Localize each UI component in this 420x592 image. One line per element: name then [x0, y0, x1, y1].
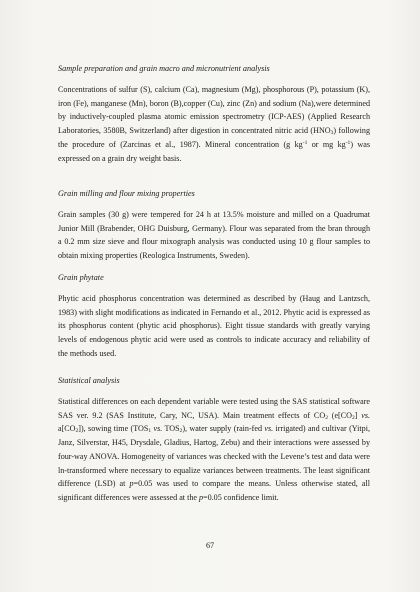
- section-heading: Sample preparation and grain macro and micronutrient analysis: [58, 64, 270, 73]
- subscript-text: 2: [75, 428, 79, 435]
- section-heading: Grain phytate: [58, 273, 104, 282]
- section-grain-milling: [58, 188, 370, 263]
- italic-text: vs.: [361, 410, 371, 420]
- section-paragraph: Concentrations of sulfur (S), calcium (Ca), magnesium (Mg), phosphorous (P), potassium (K), iron (Fe), manganese (Mn), boron (B),copper (Cu), zinc (Zn) and sodium (Na),were determined by inductively-coupled plasma atomic emission spectrometry (ICP-AES) (Applied Research Laboratories, 3580B, Switzerland) after digestion in concentrated nitric acid $(HNO_3)$ following the procedure of (Zarcinas et al., 1987). Mineral concentration (g $kg^{-1}$ or mg $kg^{-1}$) was expressed on a grain dry weight basis.: [58, 85, 370, 163]
- subscript-text: 2: [179, 428, 183, 435]
- section-sample-preparation: [58, 63, 370, 165]
- subscript-text: 2: [325, 414, 328, 421]
- section-heading: Grain milling and flour mixing properties: [58, 189, 195, 198]
- subscript-text: 2: [351, 414, 355, 421]
- section-statistical-analysis: [58, 375, 370, 505]
- section-grain-phytate: [58, 272, 370, 361]
- subscript-text: 3: [330, 130, 334, 137]
- italic-text: p: [199, 492, 204, 502]
- section-paragraph: Phytic acid phosphorus concentration was determined as described by (Haug and Lantzsch, 1983) with slight modifications as indicated in Fernando et al., 2012. Phytic acid is expressed as its phosphorus content (phytic acid phosphorus). Eight tissue standards with greatly varying levels of endogenous phytic acid were used as controls to indicate accuracy and reliability of the methods used.: [58, 294, 370, 358]
- italic-text: vs.: [153, 424, 163, 434]
- section-paragraph: Statistical differences on each dependent variable were tested using the SAS statistical software SAS ver. 9.2 (SAS Institute, Cary, NC, USA). Main treatment effects of $CO_2$ ($e[CO_2]$ vs. $a[CO_2]$), sowing time ($TOS_1$ vs. $TOS_2$), water supply (rain-fed vs. irrigated) and cultivar (Yitpi, Janz, Silverstar, H45, Drysdale, Gladius, Hartog, Zebu) and their interactions were assessed by four-way ANOVA. Homogeneity of variances was checked with the Levene’s test and data were ln-transformed where necessary to equalize variances between treatments. The least significant difference (LSD) at p=0.05 was used to compare the means. Unless otherwise stated, all significant differences were assessed at the p=0.05 confidence limit.: [58, 397, 371, 502]
- supscript-text: -1: [345, 139, 351, 146]
- italic-text: p: [129, 479, 134, 489]
- page-number: 67: [205, 541, 215, 550]
- section-heading: Statistical analysis: [58, 376, 120, 385]
- italic-text: vs.: [264, 424, 274, 434]
- section-paragraph: Grain samples (30 g) were tempered for 24 h at 13.5% moisture and milled on a Quadrumat Junior Mill (Brabender, OHG Duisburg, Germany). Flour was separated from the bran through a 0.2 mm size sieve and flour mixograph analysis was conducted using 10 g flour samples to obtain mixing properties (Reologica Instruments, Sweden).: [58, 210, 370, 261]
- supscript-text: -1: [302, 139, 308, 146]
- subscript-text: 1: [148, 428, 152, 435]
